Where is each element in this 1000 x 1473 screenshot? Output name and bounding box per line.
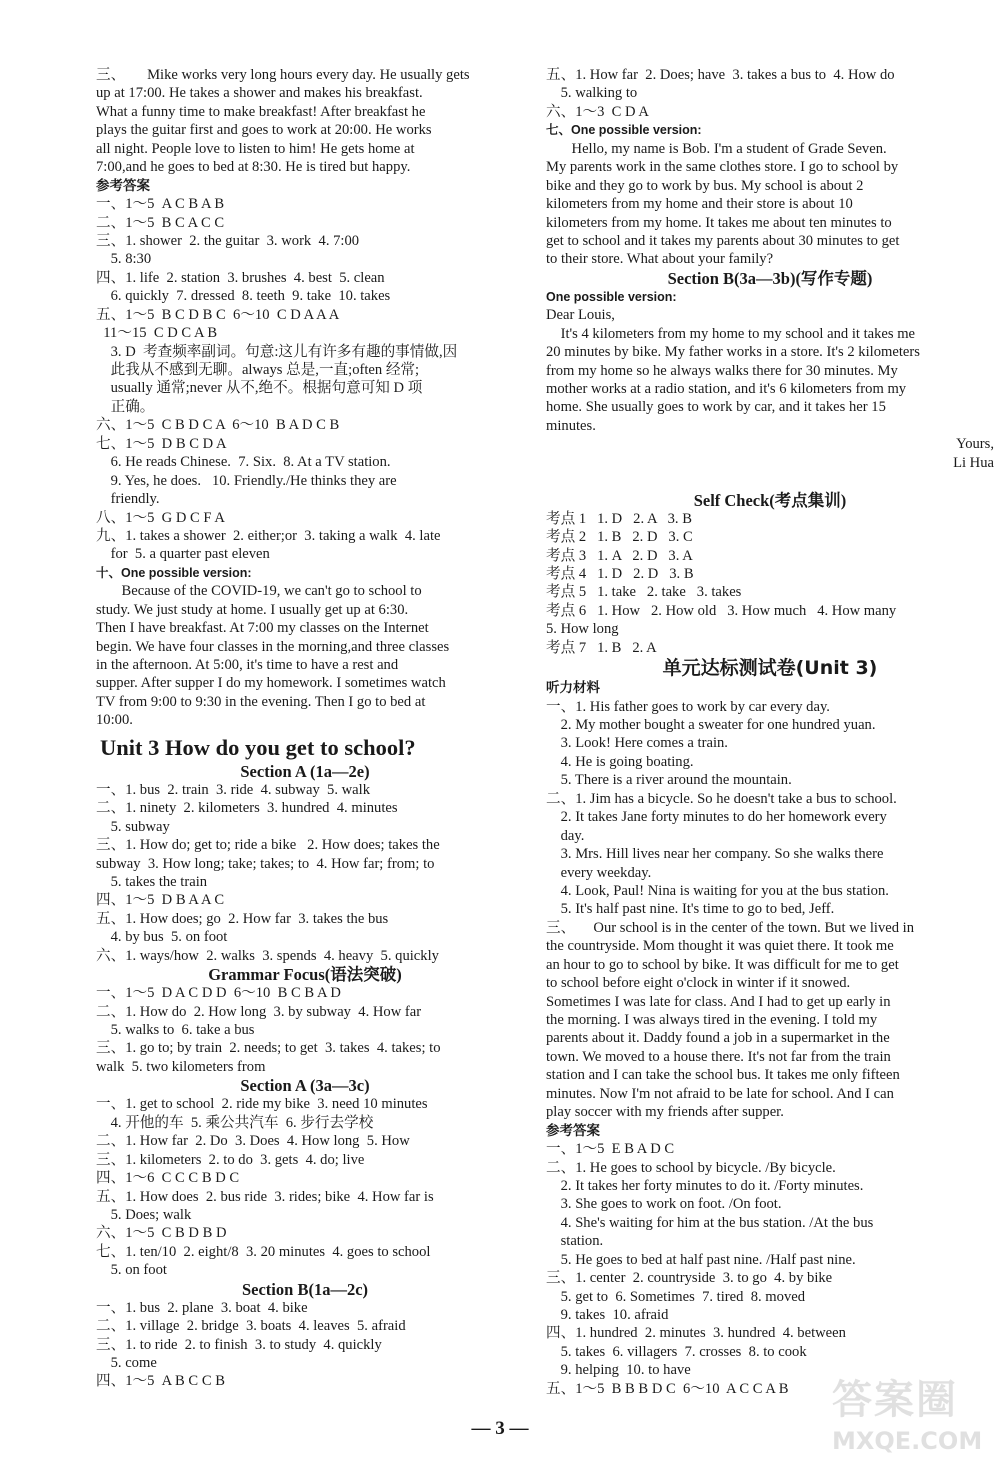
text-line: 一、1～5 D A C D D 6～10 B C B A D xyxy=(96,985,341,1002)
text-line: 3. She goes to work on foot. /On foot. xyxy=(546,1196,782,1213)
text-line: One possible version: xyxy=(546,289,677,304)
text-line: 7:00,and he goes to bed at 8:30. He is tired but happy. xyxy=(96,159,411,176)
text-line: 二、1. village 2. bridge 3. boats 4. leaves 5. afraid xyxy=(96,1318,406,1335)
text-line: Yours, xyxy=(956,436,994,453)
text-line: minutes. xyxy=(546,417,596,434)
text-line: 4. She's waiting for him at the bus station. /At the bus xyxy=(546,1214,874,1231)
watermark-logo: 答案圈 xyxy=(832,1377,958,1423)
text-line: 五、1～5 B C D B C 6～10 C D A A A xyxy=(96,306,340,323)
text-line: 4. Look, Paul! Nina is waiting for you at the bus station. xyxy=(546,882,889,899)
text-line: 5. There is a river around the mountain. xyxy=(546,772,792,789)
text-line: 6. quickly 7. dressed 8. teeth 9. take 10. takes xyxy=(96,288,391,305)
text-line: 5. takes 6. villagers 7. crosses 8. to cook xyxy=(546,1343,807,1360)
text-line: 2. My mother bought a sweater for one hundred yuan. xyxy=(546,717,876,733)
text-line: 考点 3 1. A 2. D 3. A xyxy=(546,547,693,564)
text-line: 四、1. life 2. station 3. brushes 4. best 5. clean xyxy=(96,269,385,286)
text-line: 五、1. How does 2. bus ride 3. rides; bike 4. How far is xyxy=(96,1188,434,1205)
text-line: the countryside. Mom thought it was quiet there. It took me xyxy=(546,938,894,955)
text-line: 考点 5 1. take 2. take 3. takes xyxy=(546,584,742,601)
text-line: 十、One possible version: xyxy=(96,565,252,580)
text-line: What a funny time to make breakfast! After breakfast he xyxy=(96,103,426,120)
text-line: minutes. Now I'm not afraid to be late for school. And I can xyxy=(546,1085,894,1102)
text-line: 5. get to 6. Sometimes 7. tired 8. moved xyxy=(546,1288,806,1305)
text-line: station. xyxy=(546,1233,604,1250)
text-line: for 5. a quarter past eleven xyxy=(96,546,270,563)
text-line: 二、1. He goes to school by bicycle. /By bicycle. xyxy=(546,1159,836,1176)
text-line: 正确。 xyxy=(96,398,155,415)
text-line: 考点 2 1. B 2. D 3. C xyxy=(546,529,693,546)
text-line: 一、1. get to school 2. ride my bike 3. need 10 minutes xyxy=(96,1096,428,1113)
section-heading: Section B(3a—3b)(写作专题) xyxy=(667,268,873,288)
text-line: My parents work in the same clothes store. I go to school by xyxy=(546,159,899,176)
text-line: 5. He goes to bed at half past nine. /Half past nine. xyxy=(546,1251,856,1268)
text-line: parents about it. Daddy found a job in a supermarket in the xyxy=(546,1030,890,1047)
text-line: friendly. xyxy=(96,491,160,508)
text-line: 七、1～5 D B C D A xyxy=(96,435,227,452)
text-line: 一、1. His father goes to work by car every day. xyxy=(546,698,830,715)
text-line: 4. He is going boating. xyxy=(546,753,694,770)
text-line: 5. 8:30 xyxy=(96,251,152,268)
text-line: 三、1. How do; get to; ride a bike 2. How does; takes the xyxy=(96,837,440,854)
text-line: usually 通常;never 从不,绝不。根据句意可知 D 项 xyxy=(96,380,423,397)
text-line: Li Hua xyxy=(953,454,994,471)
text-line: 三、1. to ride 2. to finish 3. to study 4. quickly xyxy=(96,1336,382,1353)
text-line: 六、1. ways/how 2. walks 3. spends 4. heavy 5. quickly xyxy=(96,947,439,964)
text-line: 三、 Mike works very long hours every day. He usually gets xyxy=(96,67,470,83)
text-line: 四、1～5 A B C C B xyxy=(96,1373,225,1390)
text-line: 考点 7 1. B 2. A xyxy=(546,639,657,656)
text-line: 5. on foot xyxy=(96,1262,167,1279)
text-line: 20 minutes by bike. My father works in a store. It's 2 kilometers xyxy=(546,344,920,361)
text-line: 3. Look! Here comes a train. xyxy=(546,735,728,752)
section-heading: 听力材料 xyxy=(546,680,600,696)
text-line: 3. Mrs. Hill lives near her company. So she walks there xyxy=(546,846,884,863)
text-line: 二、1～5 B C A C C xyxy=(96,214,225,231)
text-line: 二、1. Jim has a bicycle. So he doesn't take a bus to school. xyxy=(546,790,897,807)
text-line: 考点 4 1. D 2. D 3. B xyxy=(546,565,694,582)
section-heading: 参考答案 xyxy=(546,1122,600,1138)
text-line: 5. It's half past nine. It's time to go to bed, Jeff. xyxy=(546,901,835,918)
text-line: 九、1. takes a shower 2. either;or 3. taking a walk 4. late xyxy=(96,527,441,544)
text-line: 5. subway xyxy=(96,818,170,835)
text-line: bike and they go to work by bus. My school is about 2 xyxy=(546,177,864,194)
section-heading: Self Check(考点集训) xyxy=(693,490,847,510)
text-line: home. She usually goes to work by car, and it takes her 15 xyxy=(546,399,886,416)
text-line: 二、1. ninety 2. kilometers 3. hundred 4. minutes xyxy=(96,800,398,817)
text-line: TV from 9:00 to 9:30 in the evening. Then I go to bed at xyxy=(96,693,426,710)
left-column xyxy=(96,66,514,1391)
text-line: 五、1. How does; go 2. How far 3. takes the bus xyxy=(96,910,389,927)
text-line: 2. It takes Jane forty minutes to do her homework every xyxy=(546,809,887,826)
text-line: 四、1～5 D B A A C xyxy=(96,892,225,909)
section-heading: Section B(1a—2c) xyxy=(241,1279,369,1299)
section-heading: 单元达标测试卷(Unit 3) xyxy=(662,657,878,680)
text-line: 四、1. hundred 2. minutes 3. hundred 4. between xyxy=(546,1325,846,1342)
text-line: get to school and it takes my parents about 30 minutes to get xyxy=(546,232,900,249)
text-line: 11～15 C D C A B xyxy=(96,325,218,342)
section-heading: Section A (3a—3c) xyxy=(240,1076,370,1096)
text-line: an hour to go to school by bike. It was difficult for me to get xyxy=(546,956,899,973)
text-line: all night. People love to listen to him! He gets home at xyxy=(96,140,415,157)
text-line: kilometers from my home and their store is about 10 xyxy=(546,196,853,213)
text-line: to school before eight o'clock in winter if it snowed. xyxy=(546,975,851,992)
text-line: 三、1. center 2. countryside 3. to go 4. by bike xyxy=(546,1270,833,1287)
text-line: 六、1～3 C D A xyxy=(546,103,649,120)
text-line: station and I can take the school bus. It takes me only fifteen xyxy=(546,1067,900,1084)
text-line: 一、1. bus 2. plane 3. boat 4. bike xyxy=(96,1299,308,1316)
section-heading: 参考答案 xyxy=(96,177,150,193)
text-line: supper. After supper I do my homework. I sometimes watch xyxy=(96,675,446,692)
text-line: 6. He reads Chinese. 7. Six. 8. At a TV station. xyxy=(96,454,391,471)
text-line: day. xyxy=(546,827,585,844)
text-line: 5. walks to 6. take a bus xyxy=(96,1022,255,1038)
text-line: subway 3. How long; take; takes; to 4. How far; from; to xyxy=(96,855,435,872)
text-line: 5. How long xyxy=(546,621,619,638)
text-line: 5. takes the train xyxy=(96,873,208,890)
text-line: walk 5. two kilometers from xyxy=(96,1058,266,1075)
text-line: kilometers from my home. It takes me about ten minutes to xyxy=(546,214,892,231)
text-line: to their store. What about your family? xyxy=(546,251,774,268)
text-line: 此我从不感到无聊。always 总是,一直;often 经常; xyxy=(96,362,420,378)
section-heading: Grammar Focus(语法突破) xyxy=(208,965,402,985)
text-line xyxy=(546,472,994,490)
text-line: 9. takes 10. afraid xyxy=(546,1307,669,1323)
text-line: 七、One possible version: xyxy=(546,123,702,138)
text-line: 六、1～5 C B D B D xyxy=(96,1225,227,1242)
text-line: 考点 6 1. How 2. How old 3. How much 4. How many xyxy=(546,602,897,619)
text-line: study. We just study at home. I usually get up at 6:30. xyxy=(96,601,409,618)
text-line: 四、1～6 C C C B D C xyxy=(96,1170,240,1187)
text-line: 二、1. How do 2. How long 3. by subway 4. How far xyxy=(96,1003,422,1020)
text-line: It's 4 kilometers from my home to my school and it takes me xyxy=(546,325,916,342)
text-line: Because of the COVID-19, we can't go to school to xyxy=(96,583,422,600)
text-line: 4. 开他的车 5. 乘公共汽车 6. 步行去学校 xyxy=(96,1114,374,1131)
text-line: 八、1～5 G D C F A xyxy=(96,509,225,526)
text-line: Sometimes I was late for class. And I had to get up early in xyxy=(546,993,891,1010)
text-line: 二、1. How far 2. Do 3. Does 4. How long 5. How xyxy=(96,1133,410,1150)
text-line: Hello, my name is Bob. I'm a student of Grade Seven. xyxy=(546,140,887,157)
text-line: 10:00. xyxy=(96,712,133,729)
text-line: 9. helping 10. to have xyxy=(546,1362,691,1379)
text-line: Dear Louis, xyxy=(546,307,615,324)
text-line: every weekday. xyxy=(546,864,652,881)
text-line: 一、1～5 A C B A B xyxy=(96,196,225,213)
page-number: — 3 — xyxy=(471,1418,529,1439)
text-line: 三、1. shower 2. the guitar 3. work 4. 7:00 xyxy=(96,232,360,249)
text-line: 三、 Our school is in the center of the town. But we lived in xyxy=(546,919,915,936)
text-line: 2. It takes her forty minutes to do it. /Forty minutes. xyxy=(546,1177,864,1194)
watermark xyxy=(832,1368,982,1468)
text-line: up at 17:00. He takes a shower and makes his breakfast. xyxy=(96,85,423,102)
section-heading: Section A (1a—2e) xyxy=(240,761,370,781)
text-line: 一、1. bus 2. train 3. ride 4. subway 5. walk xyxy=(96,781,371,798)
text-line: 六、1～5 C B D C A 6～10 B A D C B xyxy=(96,417,340,434)
text-line: 七、1. ten/10 2. eight/8 3. 20 minutes 4. goes to school xyxy=(96,1243,431,1260)
text-line: 五、1. How far 2. Does; have 3. takes a bus to 4. How do xyxy=(546,67,895,83)
text-line: in the afternoon. At 5:00, it's time to have a rest and xyxy=(96,657,399,673)
text-line: 9. Yes, he does. 10. Friendly./He thinks they are xyxy=(96,472,397,489)
text-line: 考点 1 1. D 2. A 3. B xyxy=(546,510,692,527)
text-line: mother works at a radio station, and it's 6 kilometers from my xyxy=(546,381,907,397)
text-line: plays the guitar first and goes to work at 20:00. He works xyxy=(96,122,432,139)
text-line: 三、1. kilometers 2. to do 3. gets 4. do; live xyxy=(96,1151,365,1168)
text-line: from my home so he always walks there for 30 minutes. My xyxy=(546,362,898,379)
text-line: 三、1. go to; by train 2. needs; to get 3. takes 4. takes; to xyxy=(96,1040,441,1057)
text-line: 5. Does; walk xyxy=(96,1206,192,1223)
text-line: 5. come xyxy=(96,1355,157,1371)
text-line: begin. We have four classes in the morning,and three classes xyxy=(96,638,450,655)
text-line: Then I have breakfast. At 7:00 my classes on the Internet xyxy=(96,620,429,637)
text-line: 五、1～5 B B B D C 6～10 A C C A B xyxy=(546,1380,789,1397)
section-heading: Unit 3 How do you get to school? xyxy=(100,734,416,760)
text-line: town. We moved to a house there. It's not far from the train xyxy=(546,1048,891,1065)
text-line: play soccer with my friends after supper. xyxy=(546,1104,784,1121)
text-line: 3. D 考查频率副词。句意:这儿有许多有趣的事情做,因 xyxy=(96,343,458,360)
text-line: 5. walking to xyxy=(546,85,638,102)
text-line: 4. by bus 5. on foot xyxy=(96,929,228,946)
text-line: 一、1～5 E B A D C xyxy=(546,1141,675,1158)
right-column xyxy=(546,66,994,1398)
text-line: the morning. I was always tired in the evening. I told my xyxy=(546,1012,878,1028)
watermark-url: MXQE.COM xyxy=(832,1427,983,1455)
